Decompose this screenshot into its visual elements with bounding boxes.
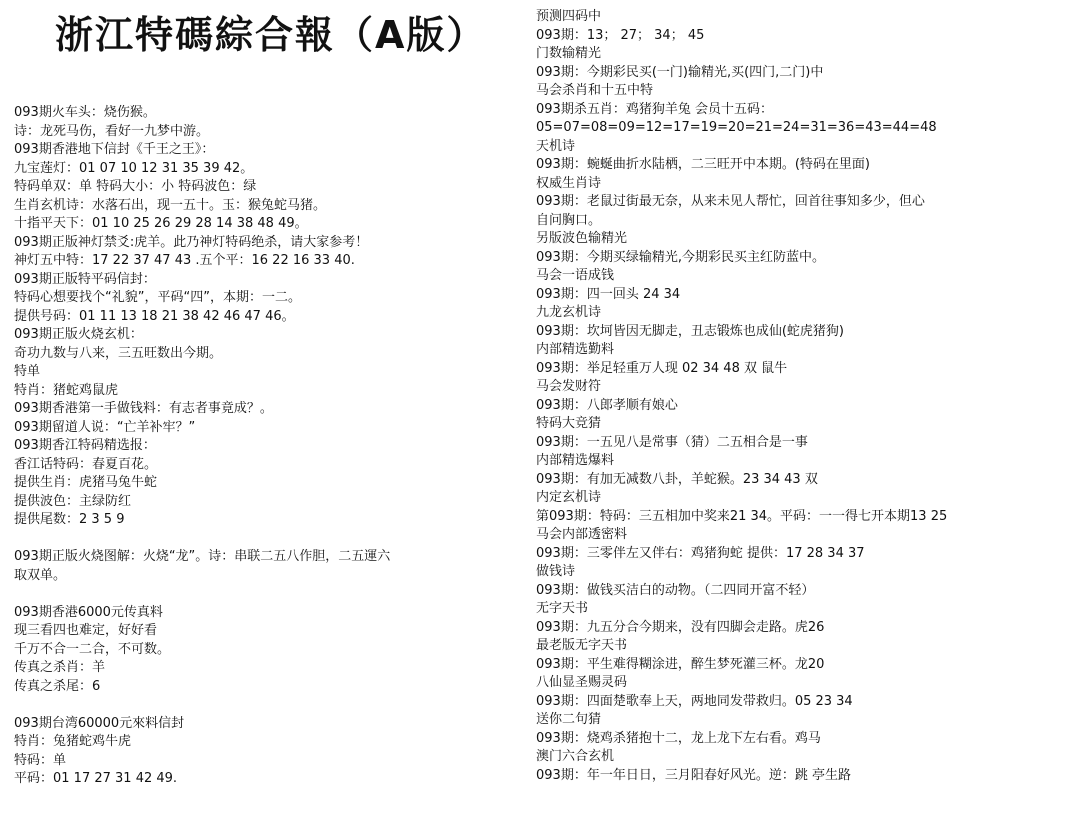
text-line: 十指平天下：01 10 25 26 29 28 14 38 48 49。 xyxy=(14,216,308,231)
text-line: 八仙显圣赐灵码 xyxy=(536,675,628,690)
text-line: 093期：举足轻重万人现 02 34 48 双 鼠牛 xyxy=(536,360,788,376)
page-title: 浙江特碼綜合報（A版） xyxy=(55,13,487,57)
text-line: 提供波色：主绿防红 xyxy=(14,493,132,509)
text-line: 提供尾数：2 3 5 9 xyxy=(14,512,125,527)
text-line: 内定玄机诗 xyxy=(536,490,602,505)
right-column xyxy=(536,8,1066,785)
text-line: 093期香港6000元传真料 xyxy=(14,604,163,620)
text-line: 九宝莲灯：01 07 10 12 31 35 39 42。 xyxy=(14,160,254,176)
text-line: 奇功九数与八来，三五旺数出今期。 xyxy=(14,345,223,361)
text-line: 093期：老鼠过街最无奈，从来未见人帮忙，回首往事知多少，但心 xyxy=(536,194,925,209)
text-line: 门数输精光 xyxy=(536,46,602,61)
text-line: 093期：做钱买洁白的动物。（二四同开富不轻） xyxy=(536,582,815,598)
text-line: 特码单双：单 特码大小：小 特码波色：绿 xyxy=(14,179,257,194)
text-line: 九龙玄机诗 xyxy=(536,305,602,320)
text-line: 天机诗 xyxy=(536,138,576,154)
text-line: 093期：有加无减数八卦，羊蛇猴。23 34 43 双 xyxy=(536,471,818,487)
text-line: 093期杀五肖：鸡猪狗羊兔 会员十五码： xyxy=(536,101,773,117)
text-line: 神灯五中特：17 22 37 47 43 .五个平：16 22 16 33 40. xyxy=(14,253,355,268)
text-line: 平码：01 17 27 31 42 49. xyxy=(14,771,178,786)
text-line: 诗：龙死马伤，看好一九梦中游。 xyxy=(14,123,210,139)
text-line: 自问胸口。 xyxy=(536,212,602,228)
text-line: 特码心想要找个“礼貌”，平码“四”，本期：一二。 xyxy=(14,290,301,305)
text-line: 093期正版火烧玄机： xyxy=(14,327,143,342)
text-line: 093期：四面楚歌奉上天，两地同发带救归。05 23 34 xyxy=(536,693,853,709)
text-line: 特肖：猪蛇鸡鼠虎 xyxy=(14,382,119,398)
text-line: 093期香港第一手做钱料：有志者事竟成？。 xyxy=(14,401,273,416)
text-line: 预测四码中 xyxy=(536,9,602,24)
text-line: 最老版无字天书 xyxy=(536,638,628,653)
spacer xyxy=(14,585,536,604)
spacer xyxy=(14,530,536,549)
text-line: 无字天书 xyxy=(536,601,589,616)
text-line: 千万不合一二合，不可数。 xyxy=(14,641,171,657)
text-line: 093期：13； 27； 34； 45 xyxy=(536,27,705,43)
text-line: 传真之杀尾：6 xyxy=(14,678,101,694)
text-line: 093期：平生难得糊涂进，醉生梦死灌三杯。龙20 xyxy=(536,656,825,672)
text-line: 传真之杀肖：羊 xyxy=(14,660,106,675)
text-line: 093期正版火烧图解：火烧“龙”。诗：串联二五八作胆，二五運六 xyxy=(14,549,391,564)
text-line: 第093期：特码：三五相加中奖来21 34。平码：一一得七开本期13 25 xyxy=(536,508,948,524)
text-line: 提供生肖：虎猪马兔牛蛇 xyxy=(14,475,158,490)
text-line: 093期：四一回头 24 34 xyxy=(536,286,681,302)
text-line: 特单 xyxy=(14,364,41,379)
text-line: 特码：单 xyxy=(14,752,67,768)
text-line: 特码大竞猜 xyxy=(536,416,602,431)
text-line: 05=07=08=09=12=17=19=20=21=24=31=36=43=44=48 xyxy=(536,120,937,135)
text-line: 做钱诗 xyxy=(536,564,576,579)
text-line: 093期：三零伴左又伴右：鸡猪狗蛇 提供：17 28 34 37 xyxy=(536,545,865,561)
text-line: 内部精选爆料 xyxy=(536,453,615,468)
text-line: 现三看四也难定，好好看 xyxy=(14,623,158,638)
text-line: 093期香江特码精选报： xyxy=(14,438,156,453)
text-line: 093期留道人说：“亡羊补牢？” xyxy=(14,419,196,435)
text-line: 093期正版神灯禁爻:虎羊。此乃神灯特码绝杀，请大家参考！ xyxy=(14,234,369,250)
text-line: 生肖玄机诗：水落石出，现一五十。玉：猴兔蛇马猪。 xyxy=(14,197,327,213)
text-line: 权威生肖诗 xyxy=(536,175,602,191)
text-line: 093期香港地下信封《千王之王》： xyxy=(14,142,215,157)
text-line: 特肖：兔猪蛇鸡牛虎 xyxy=(14,734,132,749)
text-line: 093期：今期彩民买(一门)输精光,买(四门,二门)中 xyxy=(536,64,824,80)
text-line: 093期：年一年日日，三月阳春好风光。逆：跳 亭生路 xyxy=(536,767,851,783)
text-line: 马会内部透密料 xyxy=(536,527,628,542)
text-line: 093期：八郎孝顺有娘心 xyxy=(536,397,678,413)
text-line: 内部精选勤料 xyxy=(536,342,615,357)
text-line: 093期：今期买绿输精光,今期彩民买主红防蓝中。 xyxy=(536,249,825,265)
text-line: 093期正版特平码信封： xyxy=(14,271,156,287)
left-column xyxy=(14,104,536,789)
text-line: 澳门六合玄机 xyxy=(536,749,615,764)
text-line: 马会一语成钱 xyxy=(536,268,615,283)
text-line: 提供号码：01 11 13 18 21 38 42 46 47 46。 xyxy=(14,308,295,324)
text-line: 马会发财符 xyxy=(536,379,602,394)
text-line: 093期：烧鸡杀猪抱十二，龙上龙下左右看。鸡马 xyxy=(536,730,821,746)
text-line: 送你二句猜 xyxy=(536,712,602,727)
text-line: 093期台湾60000元來料信封 xyxy=(14,715,185,731)
spacer xyxy=(14,696,536,715)
text-line: 093期：九五分合今期来，没有四脚会走路。虎26 xyxy=(536,619,825,635)
text-line: 093期火车头：烧伤猴。 xyxy=(14,105,156,120)
text-line: 马会杀肖和十五中特 xyxy=(536,83,654,98)
text-line: 093期：坎坷皆因无脚走，丑志锻炼也成仙(蛇虎猪狗) xyxy=(536,323,844,339)
text-line: 093期：一五见八是常事（猜）二五相合是一事 xyxy=(536,434,808,450)
text-line: 香江话特码：春夏百花。 xyxy=(14,456,158,472)
text-line: 093期：蜿蜒曲折水陆栖，二三旺开中本期。(特码在里面) xyxy=(536,157,870,172)
text-line: 另版波色输精光 xyxy=(536,231,628,246)
text-line: 取双单。 xyxy=(14,567,67,583)
